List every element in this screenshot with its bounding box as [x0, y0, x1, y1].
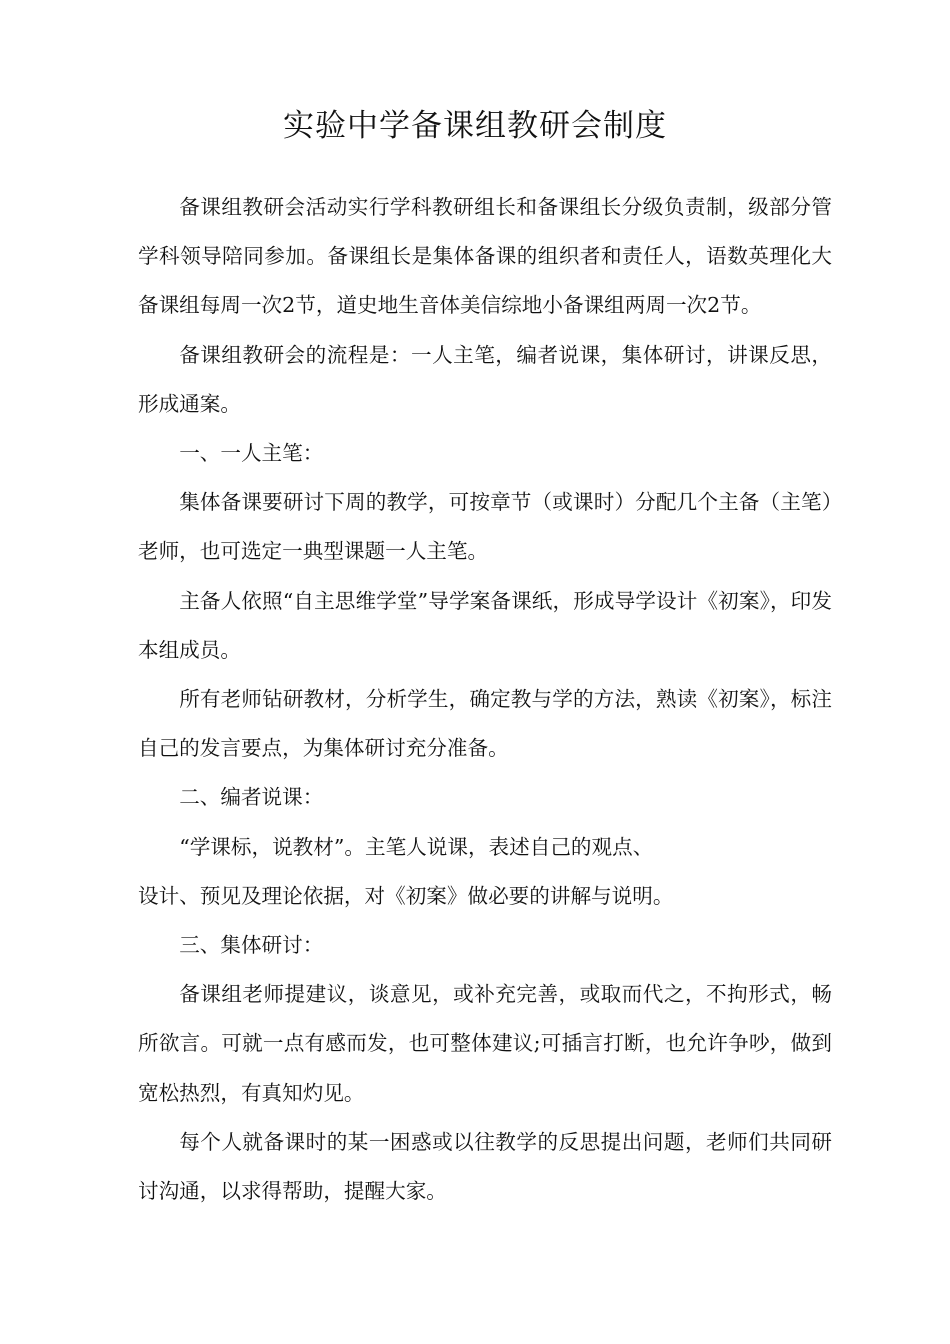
- section-heading-2: 二、编者说课：: [179, 785, 324, 810]
- document-body: [138, 183, 832, 1216]
- paragraph-discussion: 备课组老师提建议，谈意见，或补充完善，或取而代之，不拘形式，畅所欲言。可就一点有感而发，也可整体建议;可插言打断，也允许争吵，做到宽松热烈，有真知灼见。: [138, 982, 832, 1105]
- paragraph-responsibility: 备课组教研会活动实行学科教研组长和备课组长分级负责制，级部分管学科领导陪同参加。备课组长是集体备课的组织者和责任人，语数英理化大备课组每周一次2节，道史地生音体美信综地小备课组两周一次2节。: [138, 195, 832, 318]
- paragraph-lesson-talk-continued: 设计、预见及理论依据，对《初案》做必要的讲解与说明。: [138, 883, 674, 908]
- paragraph-questions: 每个人就备课时的某一困惑或以往教学的反思提出问题，老师们共同研讨沟通，以求得帮助，提醒大家。: [138, 1129, 832, 1204]
- paragraph-process: 备课组教研会的流程是：一人主笔，编者说课，集体研讨，讲课反思，形成通案。: [138, 342, 832, 416]
- paragraph-lesson-talk: “学课标，说教材”。主笔人说课，表述自己的观点、: [179, 834, 654, 859]
- paragraph-assign-writers: 集体备课要研讨下周的教学，可按章节（或课时）分配几个主备（主笔）老师，也可选定一典型课题一人主笔。: [138, 490, 832, 564]
- paragraph-draft-plan: 主备人依照“自主思维学堂”导学案备课纸，形成导学设计《初案》，印发本组成员。: [138, 588, 832, 662]
- paragraph-preparation: 所有老师钻研教材，分析学生，确定教与学的方法，熟读《初案》，标注自己的发言要点，为集体研讨充分准备。: [138, 687, 832, 761]
- section-heading-1: 一、一人主笔：: [179, 441, 324, 466]
- section-heading-3: 三、集体研讨：: [179, 933, 324, 958]
- document-title: 实验中学备课组教研会制度: [283, 108, 667, 144]
